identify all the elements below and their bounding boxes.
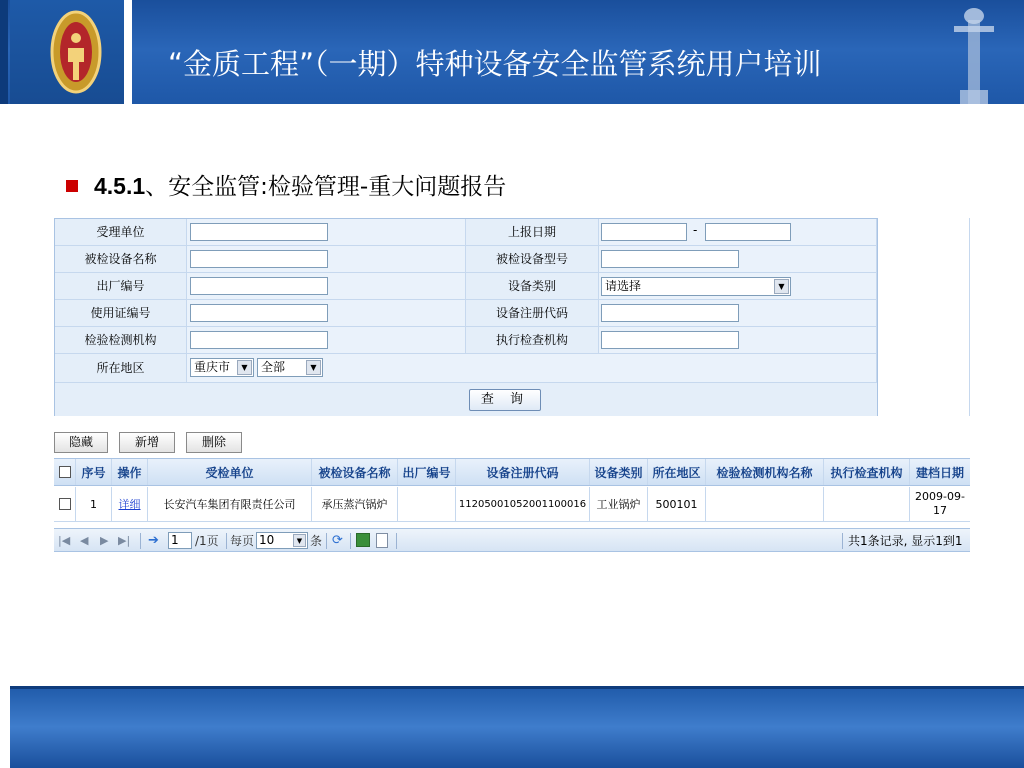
cell-serial	[398, 487, 456, 521]
per-page-value: 10	[259, 533, 275, 547]
col-header-device-name[interactable]: 被检设备名称	[312, 459, 398, 485]
section-number: 4.5.1	[94, 173, 146, 199]
date-separator: -	[693, 223, 698, 237]
value-cell	[599, 327, 877, 354]
cell-reg-code: 11205001052001100016	[456, 487, 590, 521]
report-date-end-input[interactable]	[705, 223, 791, 241]
reg-code-input[interactable]	[601, 304, 739, 322]
category-select-value: 请选择	[605, 279, 642, 293]
chevron-down-icon[interactable]: ▼	[774, 279, 789, 294]
chevron-down-icon[interactable]: ▼	[306, 360, 321, 375]
cell-index: 1	[76, 487, 112, 521]
query-button[interactable]: 查 询	[469, 389, 541, 411]
label-device-model: 被检设备型号	[466, 246, 599, 273]
detail-link[interactable]: 详细	[118, 498, 141, 511]
emblem-divider	[128, 0, 132, 110]
grid-header	[54, 458, 970, 486]
cell-inspection-org	[706, 487, 824, 521]
search-form	[54, 218, 878, 416]
city-select[interactable]	[190, 358, 254, 377]
chevron-down-icon[interactable]: ▼	[237, 360, 252, 375]
per-page-unit: 条	[310, 534, 323, 548]
category-select[interactable]	[601, 277, 791, 296]
accept-unit-input[interactable]	[190, 223, 328, 241]
col-header-unit[interactable]: 受检单位	[148, 459, 312, 485]
col-header-inspection-org[interactable]: 检验检测机构名称	[706, 459, 824, 485]
label-device-name: 被检设备名称	[55, 246, 187, 273]
page-number-input[interactable]: 1	[168, 532, 192, 549]
cell-region: 500101	[648, 487, 706, 521]
add-button[interactable]: 新增	[119, 432, 175, 453]
refresh-icon[interactable]: ⟳	[332, 533, 343, 548]
cell-date: 2009-09-17	[915, 490, 965, 517]
row-select-cell	[54, 487, 76, 521]
per-page-select[interactable]	[256, 532, 308, 549]
next-page-icon[interactable]: ▶	[100, 534, 109, 547]
pager-divider	[326, 533, 327, 549]
first-page-icon[interactable]: |◀	[58, 534, 71, 547]
city-select-value: 重庆市	[194, 360, 231, 374]
col-header-index[interactable]: 序号	[76, 459, 112, 485]
label-serial: 出厂编号	[55, 273, 187, 300]
pager-divider	[842, 533, 843, 549]
footer-bar	[10, 686, 1024, 768]
value-cell	[187, 354, 877, 383]
label-license-no: 使用证编号	[55, 300, 187, 327]
label-inspection-org: 检验检测机构	[55, 327, 187, 354]
label-exec-org: 执行检查机构	[466, 327, 599, 354]
pager-summary: 共1条记录, 显示1到1	[848, 534, 963, 548]
pager-divider	[350, 533, 351, 549]
district-select-value: 全部	[261, 360, 286, 374]
col-header-reg-code[interactable]: 设备注册代码	[456, 459, 590, 485]
value-cell	[187, 273, 466, 300]
form-row	[55, 273, 877, 300]
value-cell	[187, 300, 466, 327]
device-name-input[interactable]	[190, 250, 328, 268]
select-all-cell	[54, 459, 76, 485]
value-cell	[187, 219, 466, 246]
footer-top-line	[10, 686, 1024, 689]
serial-input[interactable]	[190, 277, 328, 295]
exec-org-input[interactable]	[601, 331, 739, 349]
go-arrow-icon[interactable]: ➔	[148, 533, 159, 548]
query-row	[55, 383, 877, 416]
cell-action	[112, 487, 148, 521]
form-row	[55, 300, 877, 327]
banner-stripe	[0, 0, 8, 110]
value-cell	[187, 327, 466, 354]
district-select[interactable]	[257, 358, 323, 377]
huabiao-column-icon	[944, 0, 1004, 104]
label-reg-code: 设备注册代码	[466, 300, 599, 327]
table-row[interactable]	[54, 487, 970, 522]
row-checkbox[interactable]	[59, 498, 71, 510]
pager-divider	[226, 533, 227, 549]
col-header-date[interactable]: 建档日期	[915, 465, 964, 480]
col-header-exec-org[interactable]: 执行检查机构	[824, 459, 910, 485]
page-total: /1页	[195, 534, 219, 548]
col-header-action[interactable]: 操作	[112, 459, 148, 485]
cell-category: 工业锅炉	[590, 487, 648, 521]
per-page-label: 每页	[230, 534, 255, 548]
license-no-input[interactable]	[190, 304, 328, 322]
label-category: 设备类别	[466, 273, 599, 300]
cell-device-name: 承压蒸汽锅炉	[312, 487, 398, 521]
value-cell	[187, 246, 466, 273]
value-cell	[599, 219, 877, 246]
pager-divider	[140, 533, 141, 549]
form-row	[55, 219, 877, 246]
chevron-down-icon[interactable]: ▼	[293, 534, 306, 547]
banner-bottom-line	[0, 104, 1024, 110]
report-date-start-input[interactable]	[601, 223, 687, 241]
form-row	[55, 354, 877, 383]
header-banner	[0, 0, 1024, 110]
export-excel-icon[interactable]	[356, 533, 370, 547]
bullet-square-icon	[66, 180, 78, 192]
pager-divider	[396, 533, 397, 549]
form-row	[55, 246, 877, 273]
national-emblem-icon	[50, 8, 102, 96]
device-model-input[interactable]	[601, 250, 739, 268]
last-page-icon[interactable]: ▶|	[118, 534, 131, 547]
delete-button[interactable]: 删除	[186, 432, 242, 453]
label-report-date: 上报日期	[466, 219, 599, 246]
inspection-org-input[interactable]	[190, 331, 328, 349]
select-all-checkbox[interactable]	[59, 466, 71, 478]
cell-exec-org	[824, 487, 910, 521]
label-region: 所在地区	[55, 354, 187, 383]
col-header-region[interactable]: 所在地区	[648, 459, 706, 485]
pager-bar	[54, 528, 970, 552]
col-header-category[interactable]: 设备类别	[590, 459, 648, 485]
label-accept-unit: 受理单位	[55, 219, 187, 246]
cell-unit: 长安汽车集团有限责任公司	[148, 487, 312, 521]
section-heading	[66, 168, 506, 201]
form-row	[55, 327, 877, 354]
export-document-icon[interactable]	[376, 533, 388, 548]
hide-button[interactable]: 隐藏	[54, 432, 108, 453]
value-cell	[599, 273, 877, 300]
col-header-serial[interactable]: 出厂编号	[398, 459, 456, 485]
form-right-strip	[878, 218, 970, 416]
prev-page-icon[interactable]: ◀	[80, 534, 89, 547]
value-cell	[599, 246, 877, 273]
section-title: 、安全监管:检验管理-重大问题报告	[145, 174, 507, 200]
value-cell	[599, 300, 877, 327]
banner-title: “金质工程”（一期）特种设备安全监管系统用户培训	[168, 47, 822, 81]
